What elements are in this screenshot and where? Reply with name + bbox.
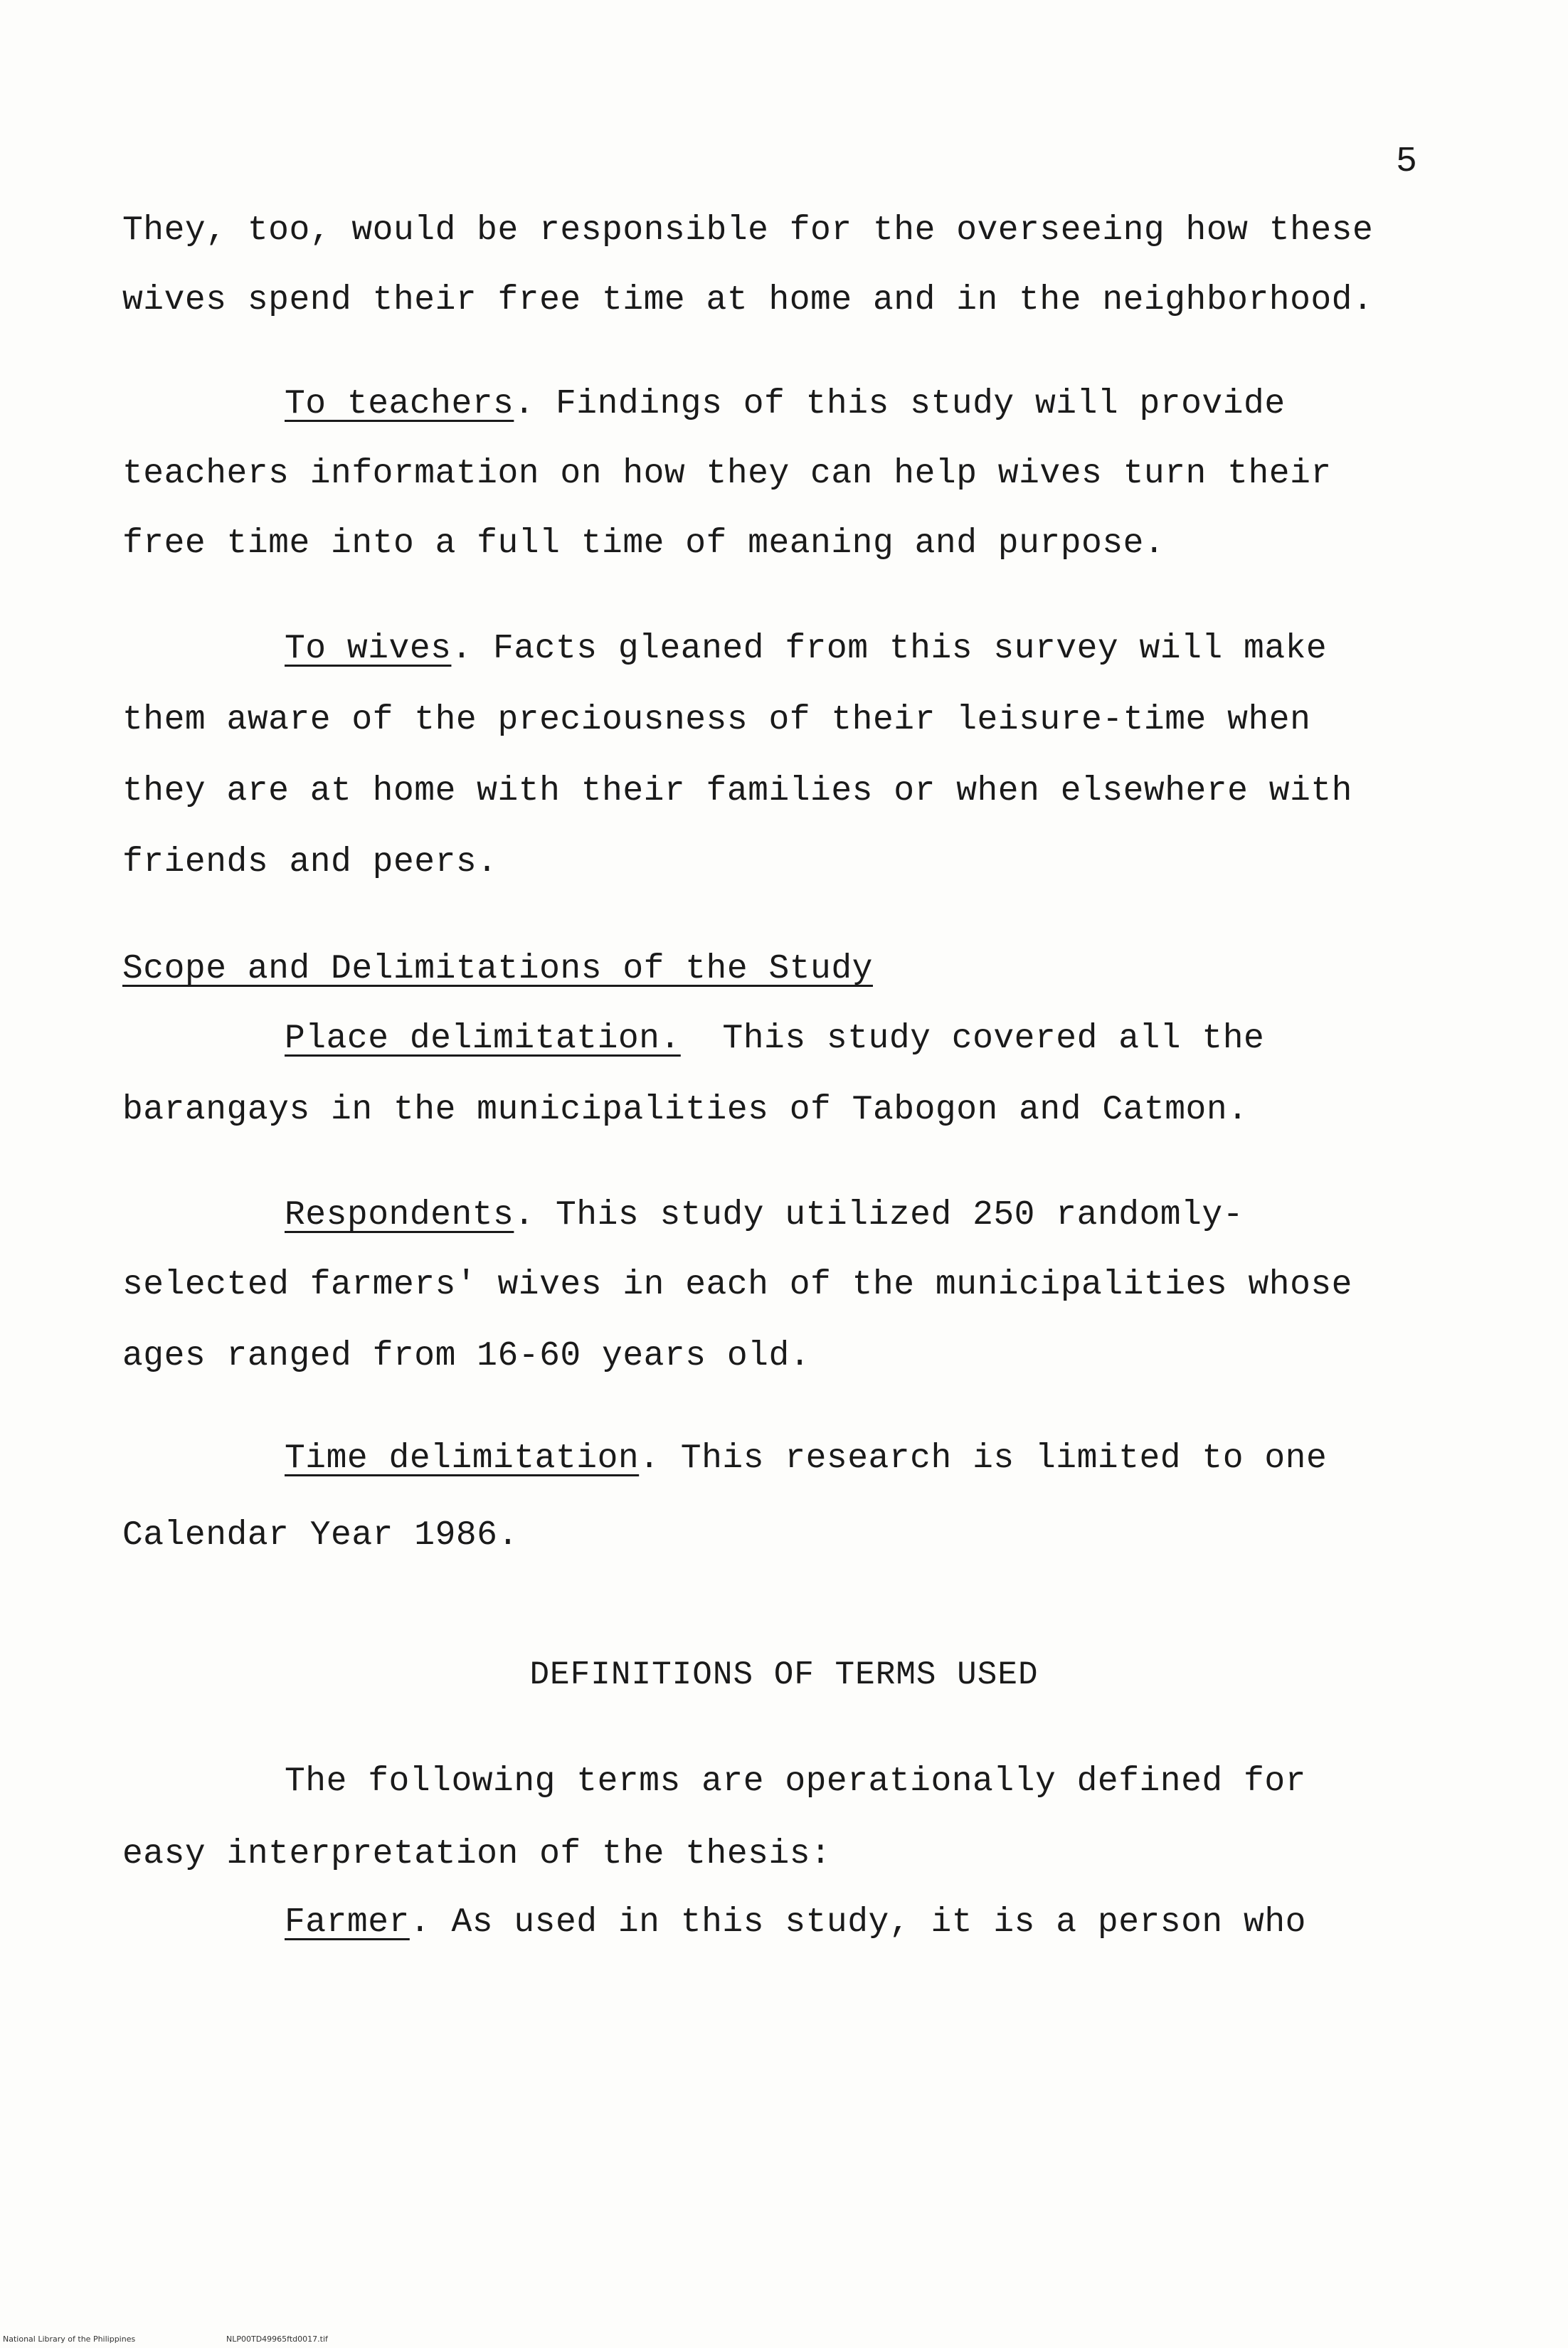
time-paragraph-first-line (285, 1439, 1327, 1479)
paragraph-line: ages ranged from 16-60 years old. (122, 1337, 811, 1375)
paragraph-line: The following terms are operationally defined for (285, 1762, 1306, 1801)
paragraph-line: teachers information on how they can help wives turn their (122, 455, 1332, 493)
teachers-subheading: To teachers (285, 385, 514, 423)
definitions-heading: DEFINITIONS OF TERMS USED (529, 1656, 1039, 1693)
paragraph-text: . Facts gleaned from this survey will make (451, 630, 1328, 668)
paragraph-text: . This research is limited to one (639, 1439, 1328, 1478)
paragraph-line: selected farmers' wives in each of the municipalities whose (122, 1266, 1352, 1304)
paragraph-line: easy interpretation of the thesis: (122, 1835, 832, 1873)
place-subheading: Place delimitation. (285, 1020, 681, 1058)
footer-library-name: National Library of the Philippines (3, 2334, 136, 2344)
time-subheading: Time delimitation (285, 1439, 640, 1478)
paragraph-line: friends and peers. (122, 843, 498, 882)
place-paragraph-first-line (285, 1019, 1264, 1059)
paragraph-line: Calendar Year 1986. (122, 1516, 519, 1555)
wives-paragraph-first-line (285, 629, 1327, 669)
paragraph-line: They, too, would be responsible for the overseeing how these (122, 211, 1374, 250)
paragraph-text: This study covered all the (680, 1020, 1265, 1058)
respondents-paragraph-first-line (285, 1195, 1244, 1235)
page-number: 5 (1396, 142, 1418, 182)
footer-file-id: NLP00TD49965ftd0017.tif (226, 2334, 328, 2344)
farmer-subheading: Farmer (285, 1903, 410, 1942)
farmer-paragraph-first-line (285, 1903, 1306, 1942)
section-heading-scope: Scope and Delimitations of the Study (122, 950, 873, 988)
paragraph-text: . As used in this study, it is a person who (409, 1903, 1306, 1942)
paragraph-line: wives spend their free time at home and in the neighborhood. (122, 281, 1374, 319)
paragraph-text: . Findings of this study will provide (514, 385, 1286, 423)
teachers-paragraph-first-line (285, 384, 1286, 424)
paragraph-line: free time into a full time of meaning and purpose. (122, 524, 1165, 563)
paragraph-line: they are at home with their families or when elsewhere with (122, 772, 1352, 810)
respondents-subheading: Respondents (285, 1196, 514, 1234)
paragraph-text: . This study utilized 250 randomly- (514, 1196, 1244, 1234)
paragraph-line: them aware of the preciousness of their leisure-time when (122, 701, 1311, 739)
paragraph-line: barangays in the municipalities of Tabogon and Catmon. (122, 1091, 1249, 1129)
wives-subheading: To wives (285, 630, 452, 668)
